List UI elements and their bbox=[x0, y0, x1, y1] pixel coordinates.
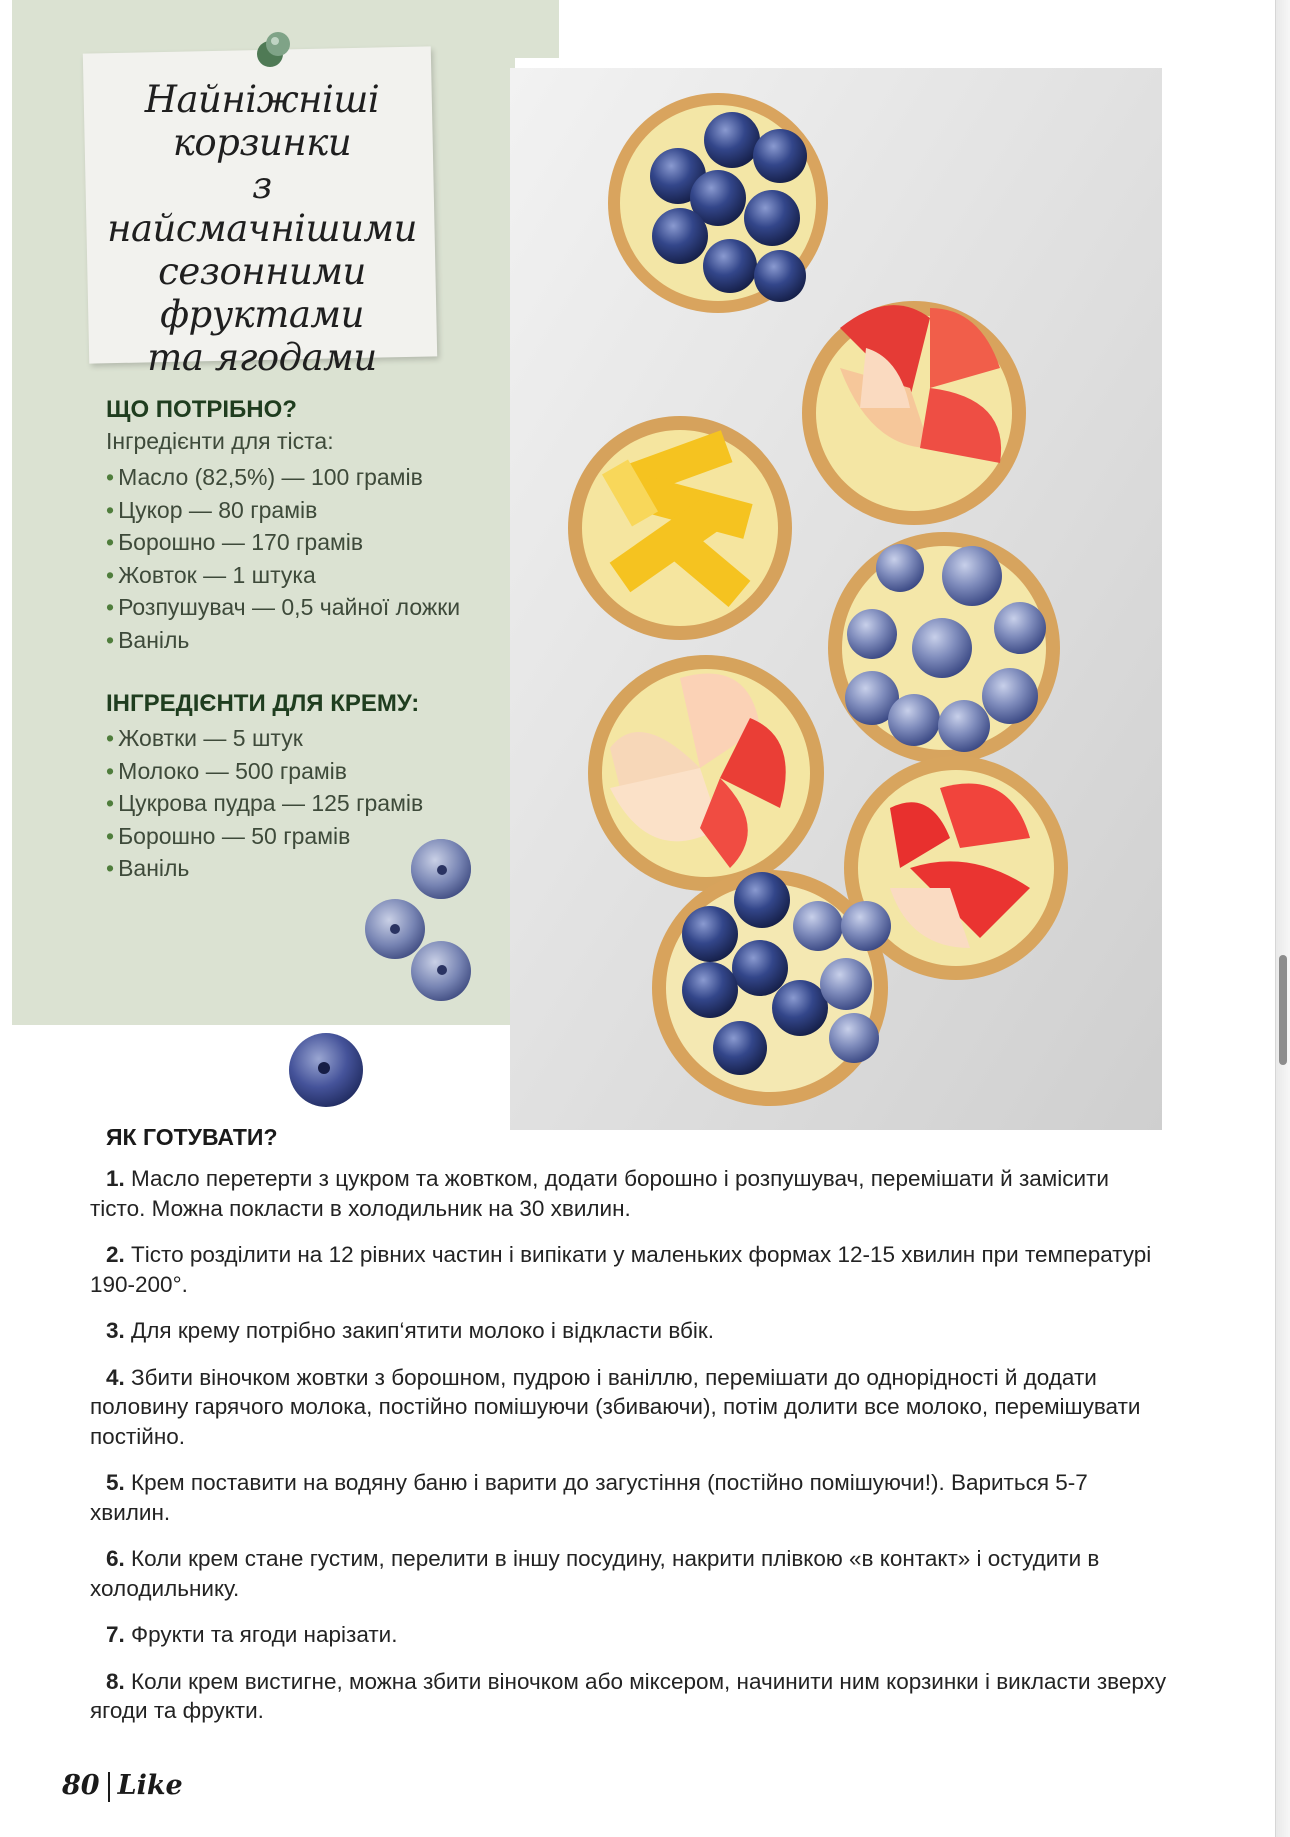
list-item: • Ваніль bbox=[106, 855, 190, 882]
blueberry-icon bbox=[408, 938, 474, 1004]
step-6: 6. Коли крем стане густим, перелити в іншу посудину, накрити плівкою «в контакт» і остудити в холодильнику. bbox=[90, 1546, 1100, 1601]
pushpin-icon bbox=[248, 26, 296, 74]
dough-list bbox=[106, 461, 460, 657]
cream-list bbox=[106, 722, 423, 885]
title-line-5: фруктами bbox=[160, 293, 364, 336]
tartlet bbox=[608, 93, 828, 313]
page-edge bbox=[1275, 0, 1290, 1837]
step-8: 8. Коли крем вистигне, можна збити віночком або міксером, начинити ним корзинки і викласти зверху ягоди та фрукти. bbox=[90, 1668, 1167, 1723]
scrollbar[interactable] bbox=[1279, 955, 1287, 1065]
method-steps bbox=[90, 1164, 1170, 1743]
step-7: 7. Фрукти та ягоди нарізати. bbox=[106, 1622, 398, 1647]
page-footer bbox=[62, 1770, 183, 1802]
dough-ingredients bbox=[106, 396, 460, 657]
list-item: • Жовток — 1 штука bbox=[106, 561, 316, 588]
dough-subheading: Інгредієнти для тіста: bbox=[106, 428, 334, 454]
list-item: • Масло (82,5%) — 100 грамів bbox=[106, 464, 423, 490]
cream-ingredients bbox=[106, 690, 423, 885]
title-line-1: Найніжніші bbox=[144, 78, 380, 121]
step-4: 4. Збити віночком жовтки з борошном, пудрою і ваніллю, перемішати до однорідності й додати половину гарячого молока, постійно помішуючи (збиваючи), потім долити все молоко, перемішувати постійно. bbox=[90, 1364, 1141, 1449]
blueberry-icon bbox=[286, 1030, 366, 1110]
page-number: 80 bbox=[62, 1770, 100, 1801]
step-3: 3. Для крему потрібно закип‘ятити молоко і відкласти вбік. bbox=[106, 1318, 714, 1343]
method-heading: ЯК ГОТУВАТИ? bbox=[106, 1124, 278, 1150]
step-1: 1. Масло перетерти з цукром та жовтком, додати борошно і розпушувач, перемішати й замісити тісто. Можна покласти в холодильник на 30 хвилин. bbox=[90, 1166, 1109, 1221]
title-line-6: та ягодами bbox=[147, 336, 377, 379]
title-line-3: з найсмачнішими bbox=[107, 164, 417, 250]
recipe-title bbox=[92, 78, 432, 379]
ingredients-heading: ЩО ПОТРІБНО? bbox=[106, 396, 297, 423]
list-item: • Борошно — 50 грамів bbox=[106, 822, 351, 849]
blueberry-icon bbox=[408, 836, 474, 902]
list-item: • Ваніль bbox=[106, 626, 190, 653]
list-item: • Молоко — 500 грамів bbox=[106, 757, 348, 784]
list-item: • Цукрова пудра — 125 грамів bbox=[106, 790, 424, 817]
cream-heading: ІНГРЕДІЄНТИ ДЛЯ КРЕМУ: bbox=[106, 690, 420, 717]
tartlets-photo bbox=[510, 68, 1162, 1130]
list-item: • Розпушувач — 0,5 чайної ложки bbox=[106, 594, 461, 621]
footer-divider bbox=[108, 1772, 110, 1802]
list-item: • Борошно — 170 грамів bbox=[106, 529, 364, 556]
magazine-name: Like bbox=[117, 1770, 183, 1801]
title-line-4: сезонними bbox=[158, 250, 366, 293]
list-item: • Цукор — 80 грамів bbox=[106, 496, 318, 523]
list-item: • Жовтки — 5 штук bbox=[106, 725, 303, 751]
step-5: 5. Крем поставити на водяну баню і варити до загустіння (постійно помішуючи!). Вариться 5-7 хвилин. bbox=[90, 1470, 1088, 1525]
step-2: 2. Тісто розділити на 12 рівних частин і випікати у маленьких формах 12-15 хвилин при температурі 190-200°. bbox=[90, 1242, 1152, 1297]
title-line-2: корзинки bbox=[172, 121, 352, 164]
